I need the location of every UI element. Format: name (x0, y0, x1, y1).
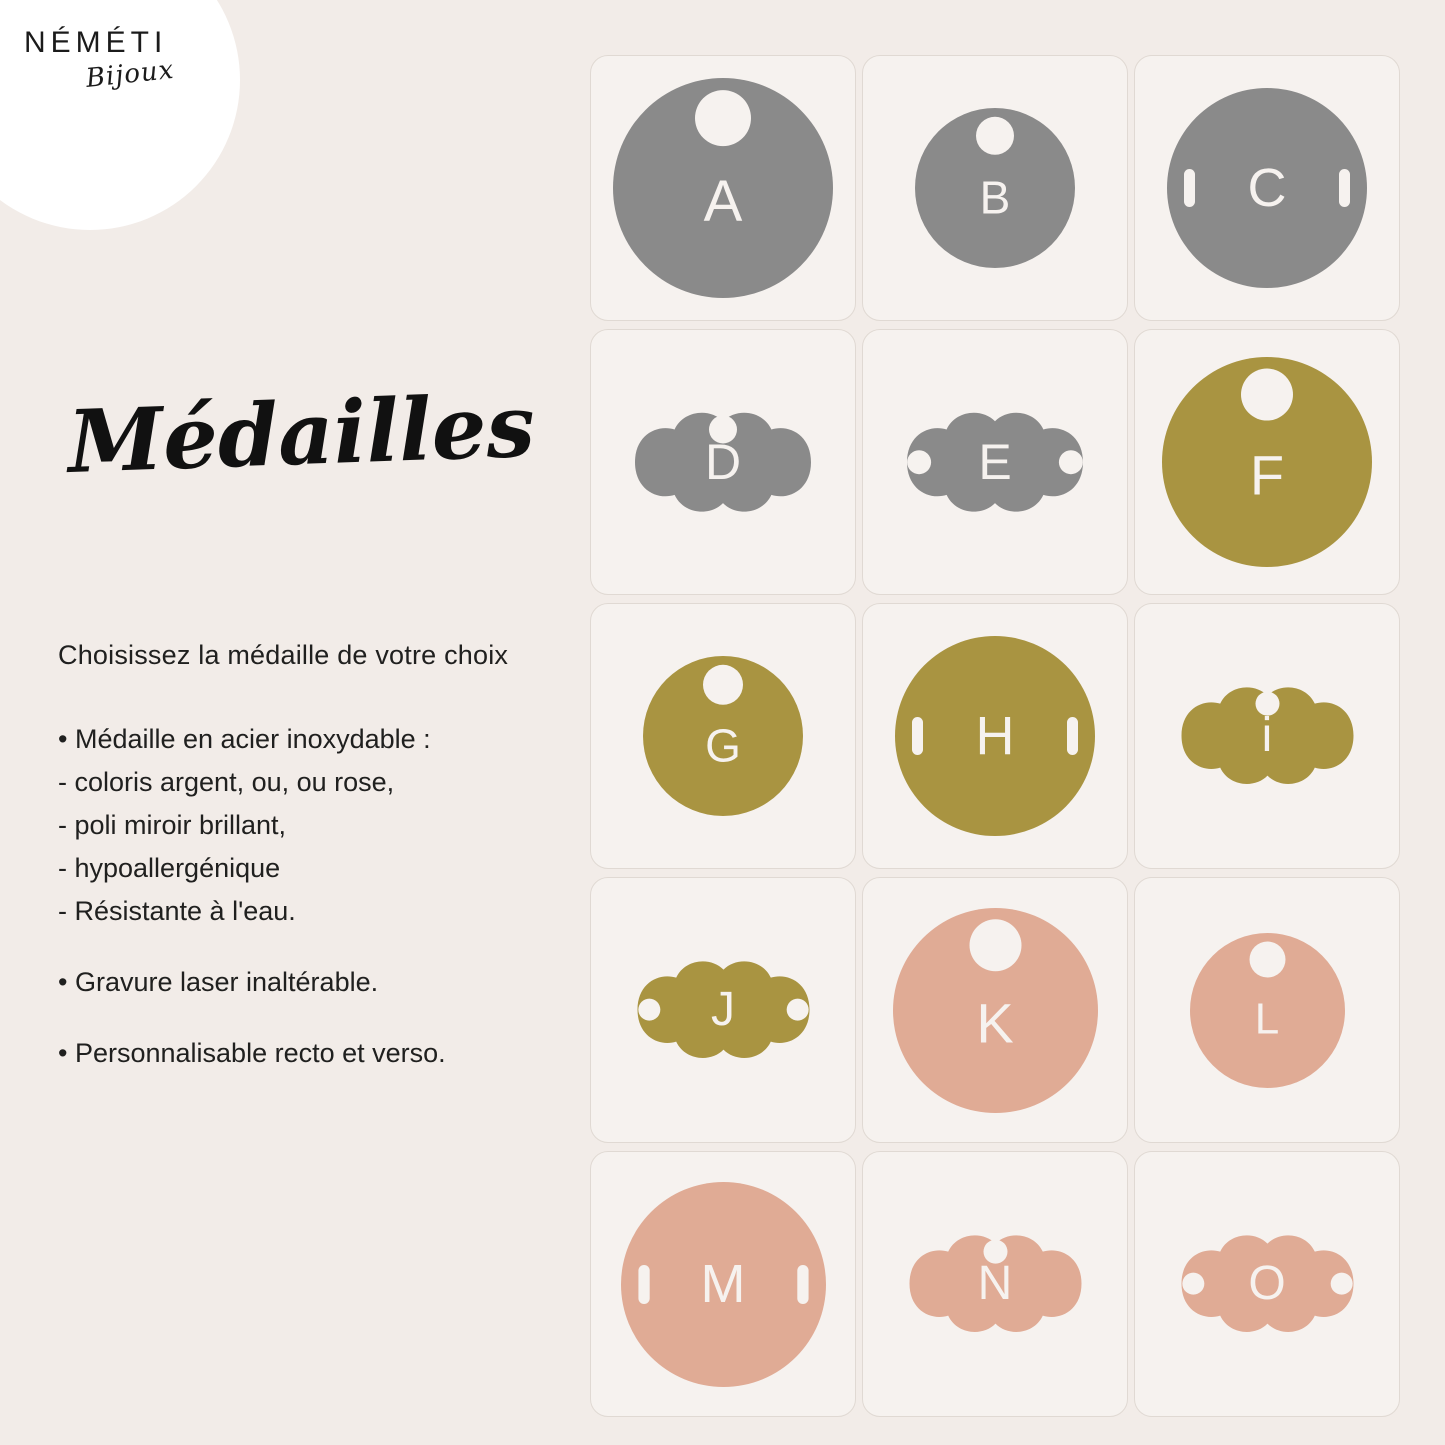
medal-shape-round-top-hole (643, 656, 803, 816)
medal-letter-label: L (1254, 994, 1280, 1044)
feature-block (58, 1032, 578, 1075)
medal-letter-label: H (975, 706, 1015, 766)
brand-logo (24, 28, 175, 94)
feature-line: • Gravure laser inaltérable. (58, 967, 379, 997)
brand-tagline: Bijoux (84, 54, 176, 94)
medal-shape-cloud-top-hole (1160, 669, 1375, 802)
medal-option-A[interactable] (590, 55, 856, 321)
medal-letter-label: E (978, 433, 1012, 490)
medal-shape-round-top-hole (915, 108, 1075, 268)
feature-line: - Résistante à l'eau. (58, 896, 296, 926)
medal-option-J[interactable] (590, 877, 856, 1143)
medal-option-O[interactable] (1134, 1151, 1400, 1417)
medal-option-F[interactable] (1134, 329, 1400, 595)
medal-shape-cloud-top-hole (613, 394, 833, 530)
medal-letter-label: M (700, 1254, 746, 1314)
medal-shape-round-top-hole (1190, 933, 1345, 1088)
medal-letter-label: N (977, 1257, 1013, 1311)
medal-letter-label: F (1249, 443, 1285, 507)
medal-shape-round-top-hole (893, 908, 1098, 1113)
medal-letter-label: B (979, 171, 1011, 224)
intro-text: Choisissez la médaille de votre choix (58, 640, 509, 670)
medal-shape-round-side-slots (1167, 88, 1367, 288)
feature-line: - coloris argent, ou, ou rose, (58, 767, 395, 797)
feature-line: - hypoallergénique (58, 853, 281, 883)
medal-letter-label: O (1248, 1257, 1286, 1311)
feature-block (58, 961, 578, 1004)
medal-options-grid (590, 55, 1410, 1417)
medal-option-H[interactable] (862, 603, 1128, 869)
medal-letter-label: C (1247, 158, 1287, 218)
medal-option-K[interactable] (862, 877, 1128, 1143)
feature-line: • Médaille en acier inoxydable : (58, 724, 431, 754)
medal-shape-cloud-side-holes (1160, 1217, 1375, 1350)
medal-option-C[interactable] (1134, 55, 1400, 321)
medal-letter-label: A (703, 168, 743, 234)
medal-shape-round-top-hole (1162, 357, 1372, 567)
feature-line: - poli miroir brillant, (58, 810, 287, 840)
medal-letter-label: i (1261, 709, 1273, 763)
medal-letter-label: D (704, 433, 742, 490)
feature-block (58, 718, 578, 933)
medal-letter-label: K (976, 990, 1014, 1054)
medal-option-G[interactable] (590, 603, 856, 869)
medal-option-N[interactable] (862, 1151, 1128, 1417)
brand-name: NÉMÉTI (24, 26, 168, 59)
medal-option-E[interactable] (862, 329, 1128, 595)
medal-letter-label: G (705, 719, 741, 772)
medal-option-M[interactable] (590, 1151, 856, 1417)
page-title: Médailles (66, 375, 537, 493)
feature-list (58, 718, 578, 1103)
feature-line: • Personnalisable recto et verso. (58, 1038, 446, 1068)
medal-shape-cloud-top-hole (888, 1217, 1103, 1350)
medal-shape-round-side-slots (621, 1182, 826, 1387)
medal-shape-cloud-side-holes (885, 394, 1105, 530)
medal-shape-round-top-hole (613, 78, 833, 298)
medal-option-L[interactable] (1134, 877, 1400, 1143)
medal-letter-label: J (711, 983, 735, 1037)
medal-option-i[interactable] (1134, 603, 1400, 869)
medal-option-D[interactable] (590, 329, 856, 595)
medal-shape-round-side-slots (895, 636, 1095, 836)
medal-option-B[interactable] (862, 55, 1128, 321)
medal-shape-cloud-side-holes (616, 943, 831, 1076)
